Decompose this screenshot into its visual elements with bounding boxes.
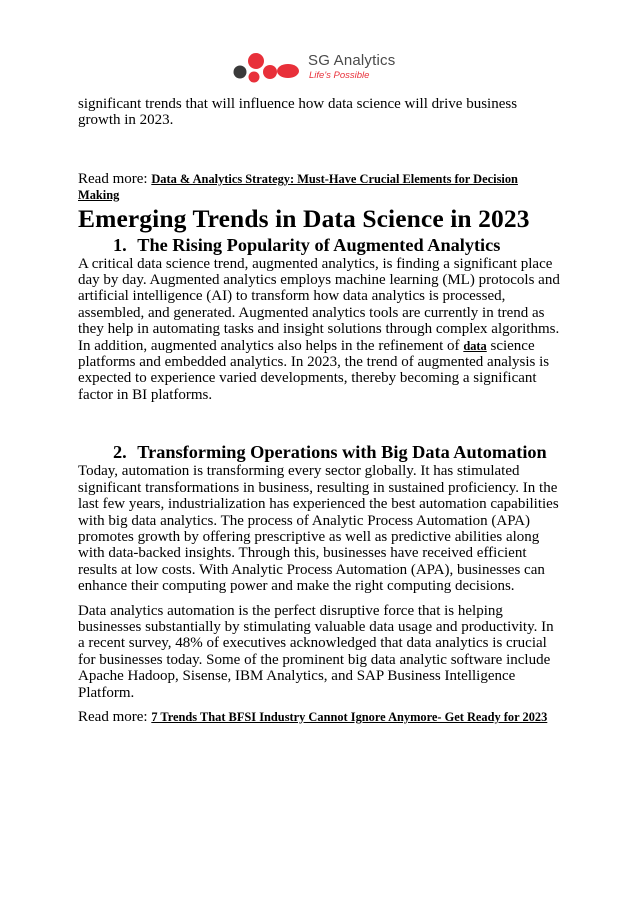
section-1-inline-link[interactable]: data: [463, 338, 487, 353]
read-more-2: [78, 709, 562, 725]
section-1-title: The Rising Popularity of Augmented Analytics: [137, 234, 501, 255]
company-logo: [232, 44, 422, 92]
logo-mark-icon: [232, 50, 302, 86]
section-1-text-a: A critical data science trend, augmented analytics, is finding a significant place day by day. Augmented analytics employs machine learning (ML) protocols and artificial intelligence (AI) to transform how data analytics is processed, assembled, and generated. Augmented analytics tools are currently in trend as they help in automating tasks and insight solutions through complex algorithms. In addition, augmented analytics also helps in the refinement of: [78, 255, 560, 354]
section-1-text-b: science platforms and embedded analytics. In 2023, the trend of augmented analysis is expected to experience varied developments, thereby becoming a significant factor in BI platforms.: [78, 337, 550, 403]
main-heading: Emerging Trends in Data Science in 2023: [78, 203, 530, 233]
document-body: [78, 96, 562, 725]
section-2-number: 2.: [113, 442, 127, 463]
section-1-number: 1.: [113, 234, 127, 255]
section-1-heading: [78, 234, 562, 256]
read-more-1-link[interactable]: Data & Analytics Strategy: Must-Have Crucial Elements for Decision Making: [78, 171, 518, 203]
read-more-2-prefix: Read more:: [78, 708, 152, 725]
section-2-heading: [78, 441, 562, 463]
intro-paragraph: significant trends that will influence how data science will drive business growth in 2023.: [78, 96, 518, 129]
section-2-paragraph-2: Data analytics automation is the perfect disruptive force that is helping businesses substantially by stimulating valuable data usage and productivity. In a recent survey, 48% of executives acknowledged that data analytics is crucial for businesses today. Some of the prominent big data analytic software include Apache Hadoop, Sisense, IBM Analytics, and SAP Business Intelligence Platform.: [78, 602, 554, 701]
read-more-1-prefix: Read more:: [78, 170, 152, 187]
read-more-2-link[interactable]: 7 Trends That BFSI Industry Cannot Ignore Anymore- Get Ready for 2023: [151, 709, 548, 724]
section-1-paragraph: [78, 256, 562, 404]
section-2-title: Transforming Operations with Big Data Automation: [137, 442, 547, 463]
read-more-1: [78, 171, 562, 204]
logo-tagline: Life's Possible: [309, 70, 370, 81]
section-2-paragraph-1: Today, automation is transforming every sector globally. It has stimulated significant transformations in business, resulting in sustained proficiency. In the last few years, industrialization has experienced the best automation capabilities with big data analytics. The process of Analytic Process Automation (APA) promotes growth by offering prescriptive as well as predictive abilities along with data-backed insights. Through this, businesses have received efficient results at low costs. With Analytic Process Automation (APA), businesses can enhance their computing power and make the right computing decisions.: [78, 463, 559, 595]
logo-brand-name: SG Analytics: [308, 52, 396, 69]
